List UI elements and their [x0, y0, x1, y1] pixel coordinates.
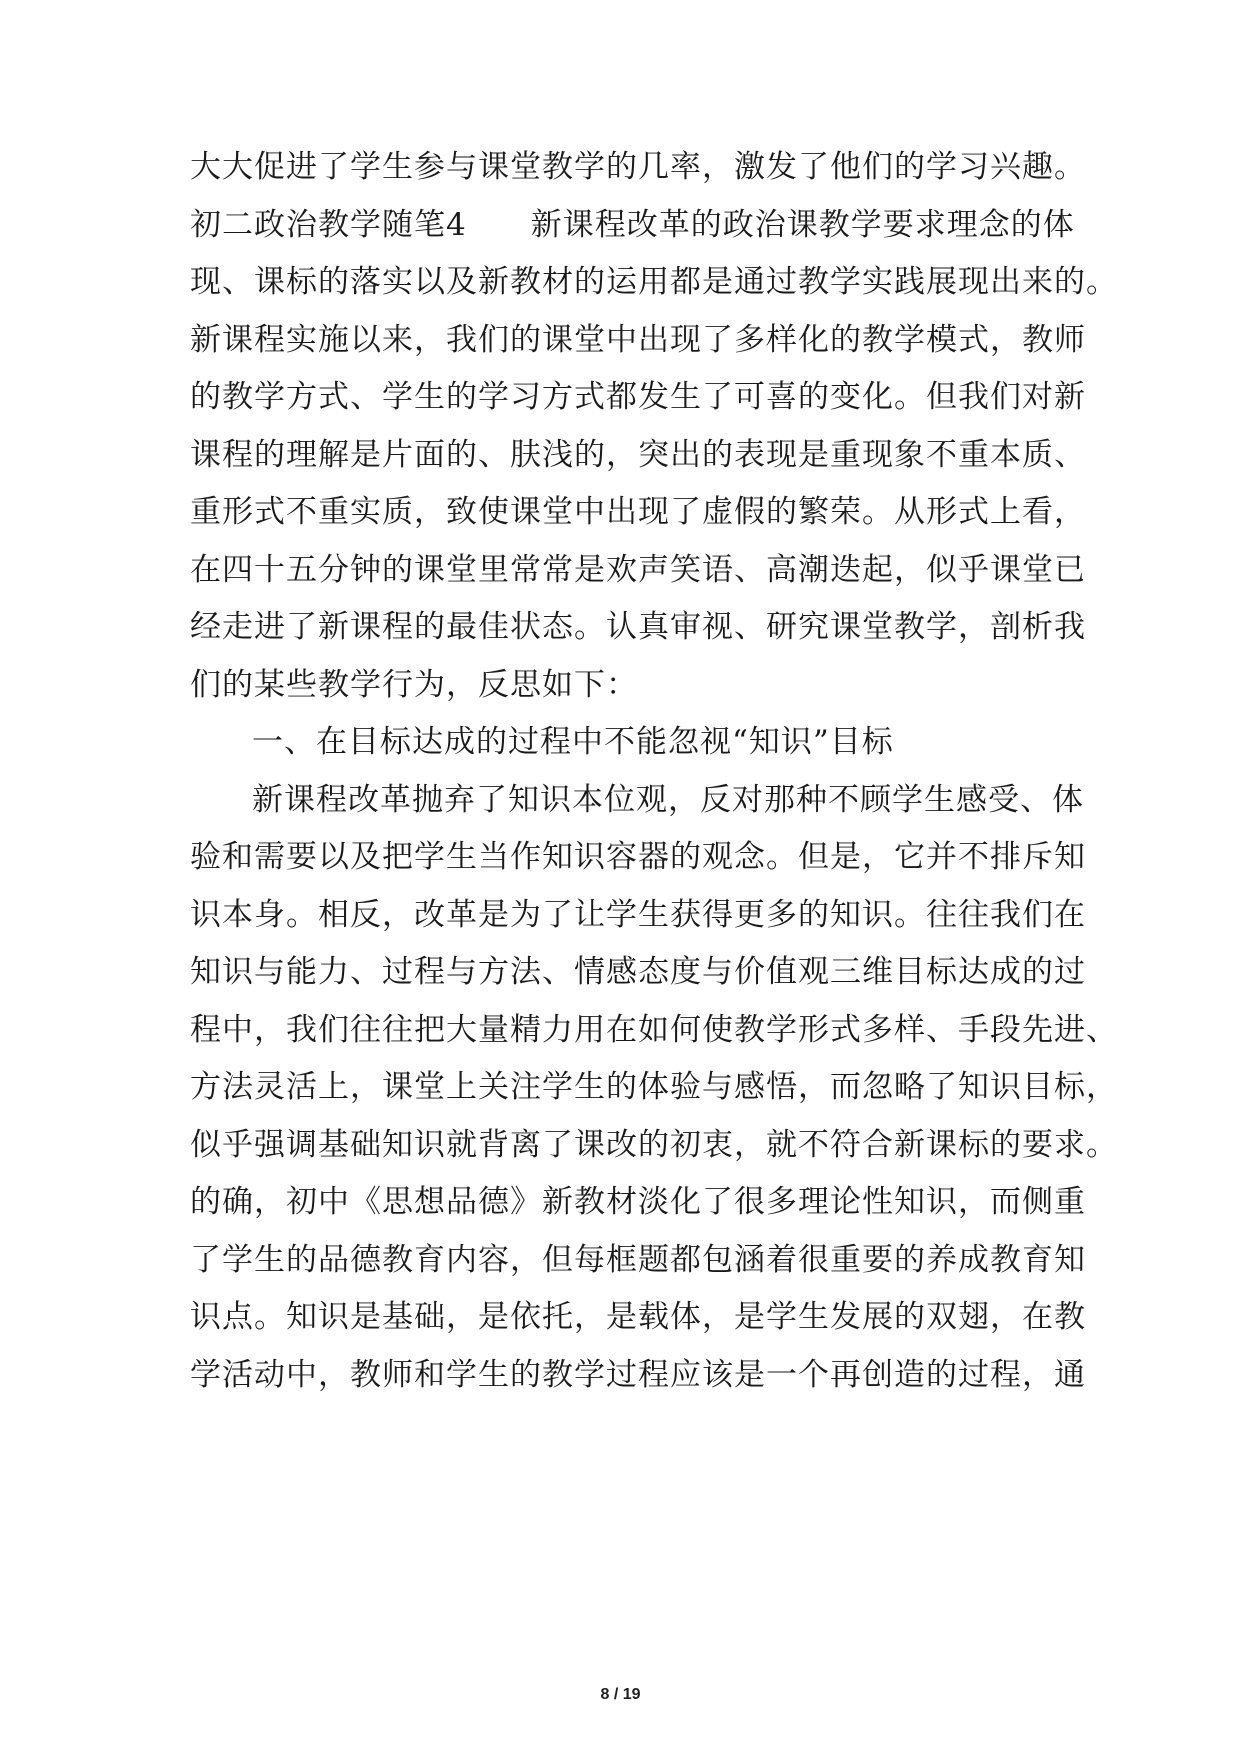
text-line: 知识与能力、过程与方法、情感态度与价值观三维目标达成的过 [190, 954, 1086, 990]
text-line: 的确，初中《思想品德》新教材淡化了很多理论性知识，而侧重 [190, 1184, 1086, 1220]
text-line: 似乎强调基础知识就背离了课改的初衷，就不符合新课标的要求。 [190, 1127, 1118, 1163]
text-line: 在四十五分钟的课堂里常常是欢声笑语、高潮迭起，似乎课堂已 [190, 552, 1086, 588]
text-line: 程中，我们往往把大量精力用在如何使教学形式多样、手段先进、 [190, 1012, 1118, 1048]
text-line: 方法灵活上，课堂上关注学生的体验与感悟，而忽略了知识目标， [190, 1069, 1118, 1105]
text-line: 学活动中，教师和学生的教学过程应该是一个再创造的过程，通 [190, 1357, 1086, 1393]
text-line: 大大促进了学生参与课堂教学的几率，激发了他们的学习兴趣。 [190, 149, 1086, 185]
text-line: 识本身。相反，改革是为了让学生获得更多的知识。往往我们在 [190, 897, 1086, 933]
text-line: 新课程实施以来，我们的课堂中出现了多样化的教学模式，教师 [190, 322, 1086, 358]
text-line: 识点。知识是基础，是依托，是载体，是学生发展的双翅，在教 [190, 1299, 1086, 1335]
text-line: 的教学方式、学生的学习方式都发生了可喜的变化。但我们对新 [190, 379, 1086, 415]
text-line: 经走进了新课程的最佳状态。认真审视、研究课堂教学，剖析我 [190, 609, 1086, 645]
text-line: 新课程改革抛弃了知识本位观，反对那种不顾学生感受、体 [252, 782, 1084, 818]
text-line: 现、课标的落实以及新教材的运用都是通过教学实践展现出来的。 [190, 264, 1118, 300]
text-line: 验和需要以及把学生当作知识容器的观念。但是，它并不排斥知 [190, 839, 1086, 875]
text-line: 重形式不重实质，致使课堂中出现了虚假的繁荣。从形式上看， [190, 494, 1086, 530]
page-number: 8 / 19 [600, 1686, 641, 1703]
section-heading: 一、在目标达成的过程中不能忽视“知识”目标 [252, 724, 894, 760]
text-line: 了学生的品德教育内容，但每框题都包涵着很重要的养成教育知 [190, 1242, 1086, 1278]
text-line: 课程的理解是片面的、肤浅的，突出的表现是重现象不重本质、 [190, 437, 1086, 473]
text-line: 初二政治教学随笔4 新课程改革的政治课教学要求理念的体 [190, 207, 1075, 243]
text-line: 们的某些教学行为，反思如下： [190, 667, 638, 703]
